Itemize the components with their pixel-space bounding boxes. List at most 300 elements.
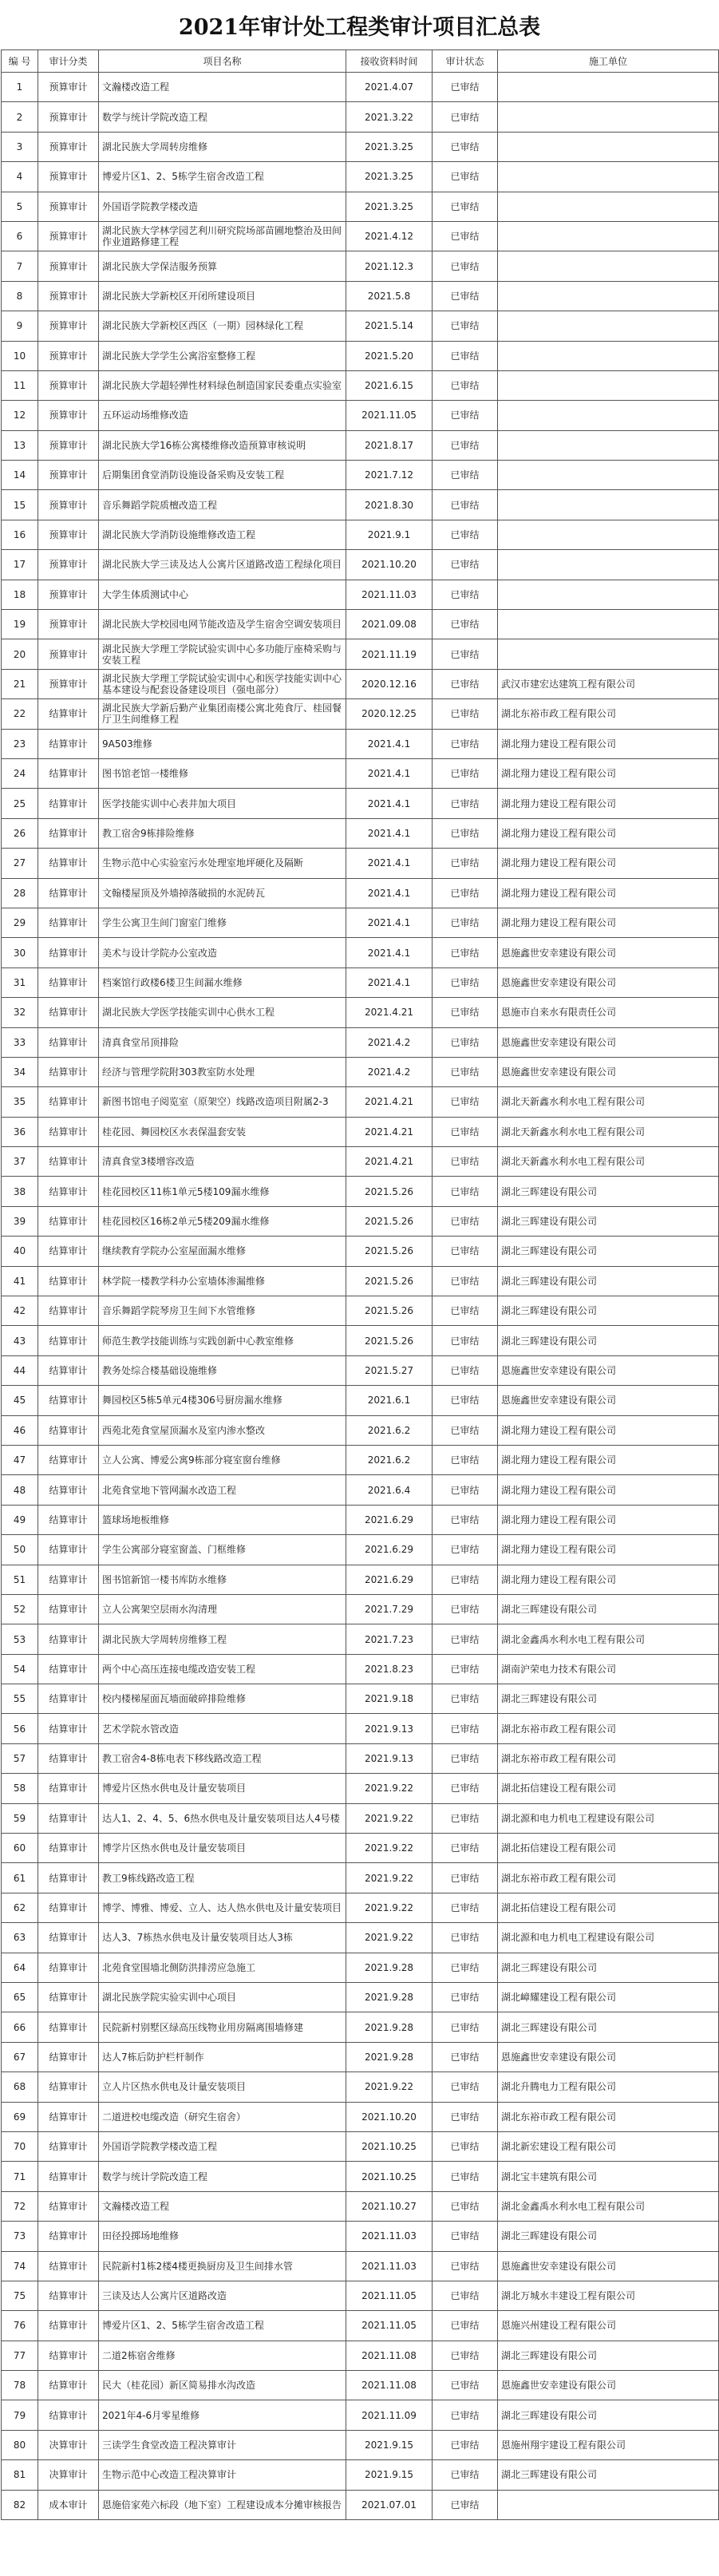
audit-status-cell: 已审结 — [433, 2430, 498, 2459]
received-time-cell: 2021.4.1 — [346, 729, 433, 758]
audit-status-cell: 已审结 — [433, 1296, 498, 1326]
row-number: 56 — [2, 1714, 38, 1743]
project-name-cell: 新图书馆电子阅览室（原架空）线路改造项目附属2-3 — [99, 1087, 346, 1117]
received-time-cell: 2021.9.22 — [346, 1893, 433, 1922]
audit-status-cell: 已审结 — [433, 938, 498, 967]
audit-status-cell: 已审结 — [433, 1057, 498, 1086]
project-name-cell: 博学、博雅、博爱、立人、达人热水供电及计量安装项目 — [99, 1893, 346, 1922]
table-row — [2, 1475, 719, 1505]
audit-type-cell: 预算审计 — [38, 73, 99, 102]
audit-type-cell: 结算审计 — [38, 1147, 99, 1177]
audit-type-cell: 预算审计 — [38, 550, 99, 580]
header-audit-type: 审计分类 — [38, 50, 99, 73]
construction-unit-cell: 湖南沪荣电力技术有限公司 — [498, 1654, 719, 1684]
audit-status-cell: 已审结 — [433, 2490, 498, 2519]
audit-type-cell: 结算审计 — [38, 1057, 99, 1086]
row-number: 14 — [2, 461, 38, 490]
audit-type-cell: 结算审计 — [38, 1326, 99, 1355]
audit-type-cell: 预算审计 — [38, 669, 99, 698]
construction-unit-cell: 湖北天新鑫水利水电工程有限公司 — [498, 1087, 719, 1117]
received-time-cell: 2021.5.27 — [346, 1355, 433, 1385]
table-row — [2, 818, 719, 848]
construction-unit-cell: 湖北三晖建设有限公司 — [498, 1177, 719, 1206]
row-number: 73 — [2, 2222, 38, 2251]
table-row — [2, 1415, 719, 1445]
table-row — [2, 1684, 719, 1714]
table-row — [2, 2371, 719, 2400]
table-row — [2, 1266, 719, 1296]
audit-type-cell: 预算审计 — [38, 251, 99, 281]
audit-status-cell: 已审结 — [433, 758, 498, 788]
project-name-cell: 美术与设计学院办公室改造 — [99, 938, 346, 967]
audit-type-cell: 结算审计 — [38, 2222, 99, 2251]
audit-status-cell: 已审结 — [433, 2371, 498, 2400]
received-time-cell: 2021.5.26 — [346, 1326, 433, 1355]
received-time-cell: 2021.4.21 — [346, 1147, 433, 1177]
audit-type-cell: 结算审计 — [38, 1505, 99, 1534]
construction-unit-cell: 恩施市自来水有限责任公司 — [498, 998, 719, 1027]
audit-type-cell: 成本审计 — [38, 2490, 99, 2519]
construction-unit-cell: 湖北三晖建设有限公司 — [498, 2460, 719, 2490]
received-time-cell: 2021.8.23 — [346, 1654, 433, 1684]
audit-status-cell: 已审结 — [433, 1475, 498, 1505]
construction-unit-cell: 湖北嶂耀建设工程有限公司 — [498, 1983, 719, 2012]
audit-status-cell: 已审结 — [433, 818, 498, 848]
project-name-cell: 两个中心高压连接电缆改造安装工程 — [99, 1654, 346, 1684]
project-name-cell: 文瀚楼改造工程 — [99, 2191, 346, 2221]
construction-unit-cell — [498, 162, 719, 192]
table-row — [2, 758, 719, 788]
received-time-cell: 2021.5.26 — [346, 1206, 433, 1236]
audit-status-cell: 已审结 — [433, 1535, 498, 1565]
table-row — [2, 1057, 719, 1086]
audit-type-cell: 结算审计 — [38, 1475, 99, 1505]
project-name-cell: 田径投掷场地维修 — [99, 2222, 346, 2251]
row-number: 39 — [2, 1206, 38, 1236]
row-number: 28 — [2, 878, 38, 908]
table-row — [2, 1445, 719, 1474]
audit-status-cell: 已审结 — [433, 370, 498, 400]
audit-status-cell: 已审结 — [433, 520, 498, 549]
audit-type-cell: 结算审计 — [38, 1624, 99, 1654]
audit-status-cell: 已审结 — [433, 490, 498, 520]
audit-type-cell: 预算审计 — [38, 520, 99, 549]
received-time-cell: 2021.4.1 — [346, 967, 433, 997]
row-number: 20 — [2, 639, 38, 669]
audit-type-cell: 结算审计 — [38, 1565, 99, 1594]
audit-type-cell: 预算审计 — [38, 281, 99, 311]
row-number: 74 — [2, 2251, 38, 2281]
row-number: 53 — [2, 1624, 38, 1654]
audit-type-cell: 结算审计 — [38, 2371, 99, 2400]
row-number: 35 — [2, 1087, 38, 1117]
row-number: 42 — [2, 1296, 38, 1326]
received-time-cell: 2021.12.3 — [346, 251, 433, 281]
construction-unit-cell — [498, 192, 719, 221]
table-row — [2, 1237, 719, 1266]
audit-status-cell: 已审结 — [433, 1266, 498, 1296]
audit-type-cell: 结算审计 — [38, 2311, 99, 2341]
received-time-cell: 2021.3.25 — [346, 192, 433, 221]
row-number: 65 — [2, 1983, 38, 2012]
row-number: 82 — [2, 2490, 38, 2519]
construction-unit-cell: 湖北三晖建设有限公司 — [498, 1206, 719, 1236]
received-time-cell: 2021.9.1 — [346, 520, 433, 549]
received-time-cell: 2021.7.23 — [346, 1624, 433, 1654]
project-name-cell: 图书馆新馆一楼书库防水维修 — [99, 1565, 346, 1594]
audit-type-cell: 结算审计 — [38, 1027, 99, 1057]
audit-status-cell: 已审结 — [433, 1027, 498, 1057]
audit-type-cell: 预算审计 — [38, 461, 99, 490]
row-number: 16 — [2, 520, 38, 549]
table-row — [2, 73, 719, 102]
table-row — [2, 1027, 719, 1057]
project-name-cell: 9A503维修 — [99, 729, 346, 758]
construction-unit-cell — [498, 550, 719, 580]
construction-unit-cell: 恩施鑫世安幸建设有限公司 — [498, 2042, 719, 2071]
project-name-cell: 数学与统计学院改造工程 — [99, 102, 346, 132]
construction-unit-cell: 湖北天新鑫水利水电工程有限公司 — [498, 1147, 719, 1177]
table-body — [2, 73, 719, 2520]
construction-unit-cell: 湖北东裕市政工程有限公司 — [498, 2102, 719, 2131]
project-name-cell: 湖北民族大学16栋公寓楼维修改造预算审核说明 — [99, 430, 346, 460]
audit-status-cell: 已审结 — [433, 192, 498, 221]
received-time-cell: 2021.10.20 — [346, 550, 433, 580]
audit-type-cell: 结算审计 — [38, 1415, 99, 1445]
construction-unit-cell: 湖北拓信建设工程有限公司 — [498, 1774, 719, 1803]
received-time-cell: 2021.6.29 — [346, 1505, 433, 1534]
table-row — [2, 1834, 719, 1863]
construction-unit-cell: 武汉市建宏达建筑工程有限公司 — [498, 669, 719, 698]
received-time-cell: 2021.8.17 — [346, 430, 433, 460]
project-name-cell: 湖北民族大学超轻弹性材料绿色制造国家民委重点实验室 — [99, 370, 346, 400]
audit-status-cell: 已审结 — [433, 281, 498, 311]
audit-type-cell: 结算审计 — [38, 1863, 99, 1893]
received-time-cell: 2021.4.1 — [346, 849, 433, 878]
audit-type-cell: 预算审计 — [38, 401, 99, 430]
row-number: 46 — [2, 1415, 38, 1445]
audit-type-cell: 结算审计 — [38, 2341, 99, 2370]
audit-status-cell: 已审结 — [433, 639, 498, 669]
table-row — [2, 1624, 719, 1654]
received-time-cell: 2021.4.1 — [346, 938, 433, 967]
project-name-cell: 湖北民族大学新校区开闭所建设项目 — [99, 281, 346, 311]
table-row — [2, 102, 719, 132]
project-name-cell: 三读学生食堂改造工程决算审计 — [99, 2430, 346, 2459]
audit-type-cell: 结算审计 — [38, 2042, 99, 2071]
construction-unit-cell — [498, 2490, 719, 2519]
audit-type-cell: 结算审计 — [38, 729, 99, 758]
construction-unit-cell: 恩施鑫世安幸建设有限公司 — [498, 1386, 719, 1415]
received-time-cell: 2021.09.08 — [346, 610, 433, 639]
project-name-cell: 经济与管理学院附303教室防水处理 — [99, 1057, 346, 1086]
table-row — [2, 1087, 719, 1117]
audit-status-cell: 已审结 — [433, 251, 498, 281]
row-number: 41 — [2, 1266, 38, 1296]
row-number: 12 — [2, 401, 38, 430]
project-name-cell: 教工9栋线路改造工程 — [99, 1863, 346, 1893]
table-row — [2, 938, 719, 967]
project-name-cell: 立人公寓架空层雨水沟清理 — [99, 1594, 346, 1624]
project-name-cell: 五环运动场维修改造 — [99, 401, 346, 430]
construction-unit-cell: 恩施鑫世安幸建设有限公司 — [498, 967, 719, 997]
received-time-cell: 2021.3.22 — [346, 102, 433, 132]
table-row — [2, 461, 719, 490]
project-name-cell: 立人公寓、博爱公寓9栋部分寝室窗台维修 — [99, 1445, 346, 1474]
construction-unit-cell — [498, 341, 719, 370]
audit-status-cell: 已审结 — [433, 967, 498, 997]
received-time-cell: 2021.11.09 — [346, 2400, 433, 2430]
construction-unit-cell: 湖北金鑫禹水利水电工程有限公司 — [498, 2191, 719, 2221]
audit-status-cell: 已审结 — [433, 1654, 498, 1684]
row-number: 52 — [2, 1594, 38, 1624]
table-row — [2, 1147, 719, 1177]
row-number: 40 — [2, 1237, 38, 1266]
row-number: 33 — [2, 1027, 38, 1057]
received-time-cell: 2021.11.03 — [346, 2251, 433, 2281]
received-time-cell: 2021.9.22 — [346, 1923, 433, 1953]
construction-unit-cell: 湖北三晖建设有限公司 — [498, 1594, 719, 1624]
header-number: 编 号 — [2, 50, 38, 73]
audit-type-cell: 结算审计 — [38, 2400, 99, 2430]
received-time-cell: 2021.11.19 — [346, 639, 433, 669]
construction-unit-cell: 湖北东裕市政工程有限公司 — [498, 1863, 719, 1893]
project-name-cell: 湖北民族大学理工学院试验实训中心多功能厅座椅采购与安装工程 — [99, 639, 346, 669]
audit-type-cell: 结算审计 — [38, 1117, 99, 1146]
construction-unit-cell — [498, 251, 719, 281]
row-number: 37 — [2, 1147, 38, 1177]
received-time-cell: 2021.9.15 — [346, 2460, 433, 2490]
construction-unit-cell: 湖北翔力建设工程有限公司 — [498, 908, 719, 937]
received-time-cell: 2021.11.05 — [346, 2281, 433, 2310]
audit-status-cell: 已审结 — [433, 1953, 498, 1982]
row-number: 81 — [2, 2460, 38, 2490]
audit-status-cell: 已审结 — [433, 1624, 498, 1654]
table-row — [2, 1803, 719, 1833]
table-row — [2, 1117, 719, 1146]
table-row — [2, 1386, 719, 1415]
project-name-cell: 篮球场地板维修 — [99, 1505, 346, 1534]
construction-unit-cell: 湖北天新鑫水利水电工程有限公司 — [498, 1117, 719, 1146]
table-row — [2, 849, 719, 878]
audit-type-cell: 结算审计 — [38, 699, 99, 729]
project-name-cell: 达人1、2、4、5、6热水供电及计量安装项目达人4号楼 — [99, 1803, 346, 1833]
table-row — [2, 669, 719, 698]
audit-status-cell: 已审结 — [433, 1147, 498, 1177]
row-number: 36 — [2, 1117, 38, 1146]
table-row — [2, 729, 719, 758]
project-name-cell: 湖北民族大学三读及达人公寓片区道路改造工程绿化项目 — [99, 550, 346, 580]
row-number: 38 — [2, 1177, 38, 1206]
project-name-cell: 北苑食堂围墙北侧防洪排涝应急施工 — [99, 1953, 346, 1982]
audit-status-cell: 已审结 — [433, 908, 498, 937]
table-row — [2, 490, 719, 520]
table-row — [2, 2341, 719, 2370]
table-row — [2, 1953, 719, 1982]
audit-status-cell: 已审结 — [433, 430, 498, 460]
audit-status-cell: 已审结 — [433, 2162, 498, 2191]
received-time-cell: 2021.4.1 — [346, 908, 433, 937]
construction-unit-cell: 湖北翔力建设工程有限公司 — [498, 729, 719, 758]
project-name-cell: 桂花园、舞园校区水表保温套安装 — [99, 1117, 346, 1146]
table-row — [2, 908, 719, 937]
row-number: 27 — [2, 849, 38, 878]
project-name-cell: 湖北民族大学周转房维修工程 — [99, 1624, 346, 1654]
received-time-cell: 2021.10.27 — [346, 2191, 433, 2221]
received-time-cell: 2021.9.13 — [346, 1743, 433, 1773]
construction-unit-cell — [498, 639, 719, 669]
audit-status-cell: 已审结 — [433, 789, 498, 818]
audit-type-cell: 结算审计 — [38, 2012, 99, 2042]
header-project-name: 项目名称 — [99, 50, 346, 73]
received-time-cell: 2021.4.1 — [346, 818, 433, 848]
audit-type-cell: 结算审计 — [38, 789, 99, 818]
table-row — [2, 1714, 719, 1743]
project-name-cell: 达人7栋后防护栏杆制作 — [99, 2042, 346, 2071]
row-number: 19 — [2, 610, 38, 639]
table-row — [2, 281, 719, 311]
received-time-cell: 2021.6.29 — [346, 1535, 433, 1565]
construction-unit-cell — [498, 580, 719, 609]
audit-status-cell: 已审结 — [433, 1326, 498, 1355]
received-time-cell: 2021.9.22 — [346, 1774, 433, 1803]
construction-unit-cell — [498, 430, 719, 460]
audit-type-cell: 预算审计 — [38, 162, 99, 192]
row-number: 24 — [2, 758, 38, 788]
table-row — [2, 162, 719, 192]
audit-type-cell: 结算审计 — [38, 1834, 99, 1863]
received-time-cell: 2021.6.15 — [346, 370, 433, 400]
row-number: 51 — [2, 1565, 38, 1594]
audit-type-cell: 结算审计 — [38, 1266, 99, 1296]
audit-type-cell: 结算审计 — [38, 1237, 99, 1266]
construction-unit-cell — [498, 311, 719, 341]
received-time-cell: 2021.5.14 — [346, 311, 433, 341]
received-time-cell: 2021.5.26 — [346, 1296, 433, 1326]
audit-status-cell: 已审结 — [433, 2460, 498, 2490]
table-row — [2, 2430, 719, 2459]
table-row — [2, 1743, 719, 1773]
project-name-cell: 二道2栋宿舍维修 — [99, 2341, 346, 2370]
received-time-cell: 2021.9.28 — [346, 2042, 433, 2071]
construction-unit-cell: 湖北三晖建设有限公司 — [498, 2341, 719, 2370]
table-row — [2, 2131, 719, 2161]
header-row — [2, 50, 719, 73]
received-time-cell: 2021.5.8 — [346, 281, 433, 311]
received-time-cell: 2021.6.29 — [346, 1565, 433, 1594]
audit-type-cell: 结算审计 — [38, 818, 99, 848]
table-row — [2, 2191, 719, 2221]
audit-type-cell: 结算审计 — [38, 1714, 99, 1743]
construction-unit-cell: 湖北翔力建设工程有限公司 — [498, 818, 719, 848]
project-name-cell: 教工宿舍4-8栋电表下移线路改造工程 — [99, 1743, 346, 1773]
project-name-cell: 文瀚楼改造工程 — [99, 73, 346, 102]
audit-type-cell: 结算审计 — [38, 878, 99, 908]
received-time-cell: 2021.07.01 — [346, 2490, 433, 2519]
construction-unit-cell: 恩施鑫世安幸建设有限公司 — [498, 1027, 719, 1057]
construction-unit-cell — [498, 370, 719, 400]
table-row — [2, 967, 719, 997]
audit-status-cell: 已审结 — [433, 2131, 498, 2161]
audit-type-cell: 结算审计 — [38, 2131, 99, 2161]
row-number: 17 — [2, 550, 38, 580]
audit-type-cell: 结算审计 — [38, 2072, 99, 2102]
audit-type-cell: 预算审计 — [38, 430, 99, 460]
row-number: 30 — [2, 938, 38, 967]
table-row — [2, 1505, 719, 1534]
audit-status-cell: 已审结 — [433, 2281, 498, 2310]
construction-unit-cell — [498, 401, 719, 430]
construction-unit-cell: 恩施鑫世安幸建设有限公司 — [498, 2251, 719, 2281]
project-name-cell: 湖北民族大学医学技能实训中心供水工程 — [99, 998, 346, 1027]
row-number: 78 — [2, 2371, 38, 2400]
construction-unit-cell: 恩施鑫世安幸建设有限公司 — [498, 1355, 719, 1385]
audit-status-cell: 已审结 — [433, 401, 498, 430]
audit-status-cell: 已审结 — [433, 2012, 498, 2042]
row-number: 13 — [2, 430, 38, 460]
row-number: 71 — [2, 2162, 38, 2191]
project-name-cell: 民院新村1栋2楼4楼更换厨房及卫生间排水管 — [99, 2251, 346, 2281]
audit-status-cell: 已审结 — [433, 2400, 498, 2430]
table-row — [2, 370, 719, 400]
table-row — [2, 311, 719, 341]
received-time-cell: 2021.4.1 — [346, 789, 433, 818]
construction-unit-cell: 湖北万城水丰建设工程有限公司 — [498, 2281, 719, 2310]
construction-unit-cell: 湖北翔力建设工程有限公司 — [498, 1445, 719, 1474]
row-number: 8 — [2, 281, 38, 311]
audit-status-cell: 已审结 — [433, 132, 498, 161]
row-number: 1 — [2, 73, 38, 102]
row-number: 70 — [2, 2131, 38, 2161]
audit-type-cell: 结算审计 — [38, 908, 99, 937]
row-number: 58 — [2, 1774, 38, 1803]
table-row — [2, 1326, 719, 1355]
project-name-cell: 民院新村别墅区绿高压线物业用房隔离围墙修建 — [99, 2012, 346, 2042]
received-time-cell: 2021.7.12 — [346, 461, 433, 490]
project-name-cell: 学生公寓卫生间门窗室门维修 — [99, 908, 346, 937]
table-row — [2, 1923, 719, 1953]
project-name-cell: 校内楼梯屋面瓦墙面破碎排险维修 — [99, 1684, 346, 1714]
row-number: 59 — [2, 1803, 38, 1833]
row-number: 61 — [2, 1863, 38, 1893]
project-name-cell: 北苑食堂地下管网漏水改造工程 — [99, 1475, 346, 1505]
construction-unit-cell: 湖北三晖建设有限公司 — [498, 1237, 719, 1266]
audit-type-cell: 结算审计 — [38, 1654, 99, 1684]
row-number: 75 — [2, 2281, 38, 2310]
table-row — [2, 2400, 719, 2430]
table-row — [2, 1654, 719, 1684]
audit-status-cell: 已审结 — [433, 2072, 498, 2102]
audit-type-cell: 结算审计 — [38, 1803, 99, 1833]
row-number: 66 — [2, 2012, 38, 2042]
audit-status-cell: 已审结 — [433, 1206, 498, 1236]
table-row — [2, 610, 719, 639]
audit-status-cell: 已审结 — [433, 1923, 498, 1953]
received-time-cell: 2021.10.25 — [346, 2162, 433, 2191]
table-row — [2, 192, 719, 221]
received-time-cell: 2021.9.28 — [346, 1953, 433, 1982]
received-time-cell: 2021.8.30 — [346, 490, 433, 520]
table-row — [2, 1565, 719, 1594]
audit-status-cell: 已审结 — [433, 1415, 498, 1445]
construction-unit-cell: 湖北翔力建设工程有限公司 — [498, 1565, 719, 1594]
audit-status-cell: 已审结 — [433, 1714, 498, 1743]
row-number: 26 — [2, 818, 38, 848]
project-name-cell: 桂花园校区11栋1单元5楼109漏水维修 — [99, 1177, 346, 1206]
construction-unit-cell: 恩施鑫世安幸建设有限公司 — [498, 938, 719, 967]
table-row — [2, 1355, 719, 1385]
audit-status-cell: 已审结 — [433, 1565, 498, 1594]
